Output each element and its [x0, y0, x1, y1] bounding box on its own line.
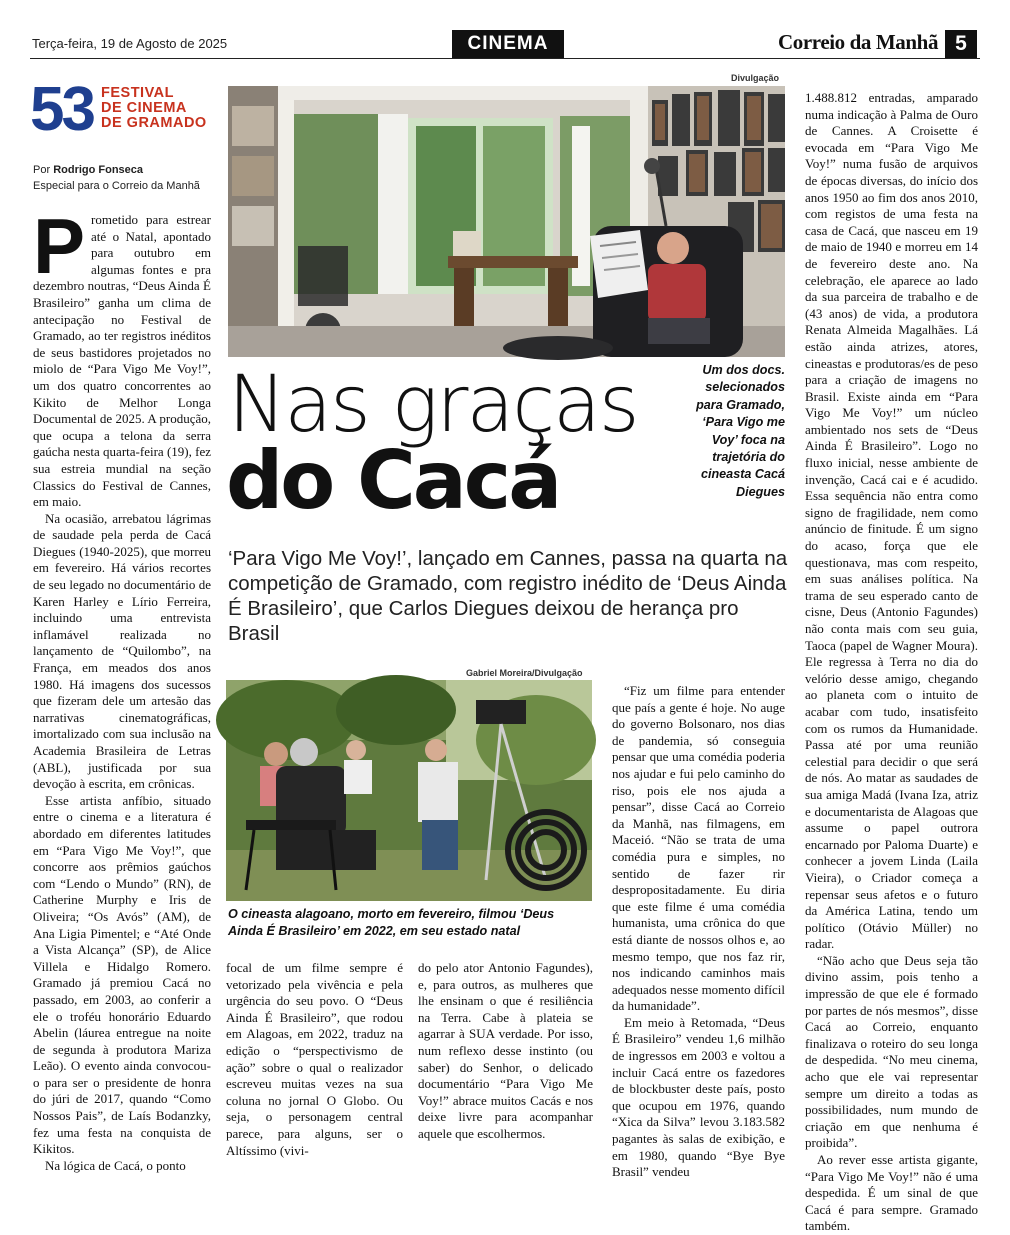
article-paragraph: Ao rever esse artista gigante, “Para Vigo Me Voy!” não é uma despedida. É um sinal de que Cacá é para sempre. Gramado também. [805, 1152, 978, 1234]
section-label: CINEMA [452, 30, 564, 58]
headline-line-1: Nas graças [228, 360, 638, 450]
article-paragraph: do pelo ator Antonio Fagundes), e, para outros, as mulheres que lhe ensinam o que é resiliência na Terra. Cabe à plateia se agarrar à SUA verdade. Por isso, num reflexo desse instinto (ou saber) do Senhor, o delicado documentário “Para Vigo Me Voy!” abrace muitos Cacás e nos deixe livre para acompanhar aquele que escolhermos. [418, 960, 593, 1141]
photo-top [228, 86, 785, 357]
photo-bottom-caption: O cineasta alagoano, morto em fevereiro, filmou ‘Deus Ainda É Brasileiro’ em 2022, em seu estado natal [228, 907, 555, 938]
article-paragraph: Em meio à Retomada, “Deus É Brasileiro” vendeu 1,6 milhão de ingressos em 2003 e voltou a incluir Cacá entre os fazedores de blockbuster deste país, posto que ocupou em 1976, quando “Xica da Silva” levou 3.183.582 pagantes às salas de exibição, e em 1980, quando “Bye Bye Brasil” vendeu [612, 1014, 785, 1180]
article-paragraph: Prometido para estrear até o Natal, apontado para outubro em algumas fontes e pra dezembro noutras, “Deus Ainda É Brasileiro” ganha um clima de antecipação no Festival de Gramado, ao ter registros inéditos de seus bastidores projetados no miolo de “Para Vigo Me Voy!”, um dos quatro concorrentes ao Kikito de Melhor Longa Documental de 2025. A produção, que ocupa a telona da serra gaúcha nesta quarta-feira (19), fez sua estreia mundial na seção Classics do Festival de Cannes, em maio. [33, 202, 211, 510]
photo-top-caption: Um dos docs. selecionados para Gramado, ‘Para Vigo me Voy’ foca na trajetória do cineasta Cacá Diegues [696, 363, 785, 499]
byline [33, 162, 200, 194]
article-paragraph: Na ocasião, arrebatou lágrimas de saudade pela perda de Cacá Diegues (1940-2025), que morreu em fevereiro. Há vários recortes de seu legado no documentário de Karen Harley e Lírio Ferreira, incluindo uma entrevista inflamável realizada no lançamento de “Quilombo”, na França, em meados dos anos 1980. Há imagens dos sucessos que fizeram dele um artesão das narrativas cinematográficas, imortalizado com sua inclusão na Academia Brasileira de Letras (ABL), justificada por sua devoção à escrita, em crônicas. [33, 510, 211, 792]
byline-role: Especial para o Correio da Manhã [33, 180, 200, 192]
logo-line-3: DE GRAMADO [101, 115, 207, 131]
page-number: 5 [945, 30, 977, 58]
article-paragraph: Na lógica de Cacá, o ponto [45, 1157, 186, 1173]
article-paragraph: Esse artista anfíbio, situado entre o cinema e a literatura é abordado em diferentes latitudes em “Para Vigo Me Voy!”, que concorre aos prêmios gaúchos com “Lendo o Mundo” (RN), de Catherine Murphy e Iris de Oliveira; “Os Avós” (AM), de Ana Ligia Pimentel; e “Até Onde a Vista Alcança” (SP), de Alice Villela e Hidalgo Romero. Gramado já premiou Cacá no passado, em 2003, ao conferir a ele o troféu honorário Eduardo Abelin (láurea entregue na noite de segunda à produtora Mariza Leão). O evento ainda convocou-o para ser o presidente de honra do júri de 2017, quando “Como Nossos Pais”, de Laís Bodanzky, fez uma festa na conquista de Kikitos. [33, 792, 211, 1157]
article-column-3 [418, 960, 593, 1143]
dropcap: P [33, 202, 86, 290]
article-column-5 [805, 90, 978, 1235]
photo-bottom-credit: Gabriel Moreira/Divulgação [466, 668, 583, 678]
headline-line-2: do Cacá [226, 434, 560, 527]
newspaper-name: Correio da Manhã [778, 30, 939, 54]
article-column-4 [612, 683, 785, 1181]
article-column-1 [33, 202, 211, 1173]
article-paragraph: focal de um filme sempre é vetorizado pela vivência e pela urgência do seu povo. O “Deus Ainda É Brasileiro”, que rodou em Alagoas, em 2022, traduz na edição o “perspectivismo de ação” sobre o qual o realizador escreveu muitas vezes na sua coluna no jornal O Globo. Ou seja, o personagem central parece, para alguns, ser o Altíssimo (vivi- [226, 960, 403, 1158]
deck: ‘Para Vigo Me Voy!’, lançado em Cannes, passa na quarta na competição de Gramado, com registro inédito de ‘Deus Ainda É Brasileiro’, que Carlos Diegues deixou de herança pro Brasil [228, 547, 788, 645]
header-rule [30, 58, 980, 59]
issue-date: Terça-feira, 19 de Agosto de 2025 [32, 36, 228, 51]
article-paragraph: “Fiz um filme para entender que país a gente é hoje. No auge do governo Bolsonaro, nos dias de pandemia, só conseguia pensar que uma comédia poderia nos ajudar e fui pelo caminho do riso, pois ele nos ajuda a pensar”, disse Cacá ao Correio da Manhã, nas filmagens, em Maceió. “Não se trata de uma comédia pura e simples, no sentido de fazer rir despropositadamente. Eu diria que este filme é uma comédia humanista, uma crônica do que está diante de nossos olhos e, ao mesmo tempo, que nos faz rir, nos indicando caminhos mais adequados nesse momento difícil da humanidade”. [612, 683, 785, 1014]
festival-logo-text [101, 86, 207, 131]
article-paragraph: “Não acho que Deus seja tão divino assim, pois tenho a impressão de que ele é formado por partes de nós mesmos”, disse Cacá ao Correio, enquanto finalizava o roteiro do seu longa de despedida. “No meu cinema, acho que ele vai representar sempre um direito a todas as possibilidades, num mundo de criação em que nenhuma é proibida”. [805, 952, 978, 1151]
byline-prefix: Por [33, 164, 51, 176]
logo-line-2: DE CINEMA [101, 100, 187, 116]
logo-line-1: FESTIVAL [101, 85, 175, 101]
article-paragraph: 1.488.812 entradas, amparado numa indicação à Palma de Ouro de Cannes. A Croisette é evocada em “Para Vigo Me Voy!” numa fusão de arquivos de épocas diversas, do início dos anos 1950 ao fim dos anos 2010, com registos de uma festa na casa de Cacá, que nasceu em 19 de maio de 1940 e morreu em 14 de fevereiro deste ano. Na celebração, ele aparece ao lado da sua parceira de trabalho e de (43 anos) de vida, a produtora Renata Almeida Magalhães. Lá estão ainda atrizes, atores, cineastas e produtoras/es de peso para a criação de imagens no Brasil. Existe ainda em “Para Vigo Me Voy!” um núcleo ambientado nos sets de “Deus Ainda É Brasileiro”. Logo no fluxo inicial, nesse ambiente de invenção, Cacá cai e é acudido. Essa sequência não entra como signo de fragilidade, nem como anúncio de finitude. É um signo do acaso, força que ele questionava, mas com respeito, em suas análises política. Na trama de seu esperado canto de cisne, Deus (Antonio Fagundes) não conta mais com seu guia, Taoca (papel de Wagner Moura). Ele regressa à Terra no dia do velório desse amigo, chegando ao planeta com o intuito de acabar com tudo, insatisfeito com os rumos da Humanidade. Passa até por uma reunião celestial para decidir o que será de nós. Ao matar as saudades de sua amiga Madá (Ivana Iza, atriz e documentarista de Alagoas que assume o papel outrora encarnado por Paloma Duarte) e conhecer a jovem Linda (Laila Vieira), o Criador começa a repensar seus afetos e o futuro da América Latina, tendo um político (Otávio Müller) no radar. [805, 90, 978, 952]
festival-logo-number: 53 [30, 75, 93, 144]
article-column-2 [226, 960, 403, 1159]
photo-bottom [226, 680, 592, 901]
photo-top-credit: Divulgação [731, 73, 780, 83]
byline-author: Rodrigo Fonseca [53, 164, 144, 176]
